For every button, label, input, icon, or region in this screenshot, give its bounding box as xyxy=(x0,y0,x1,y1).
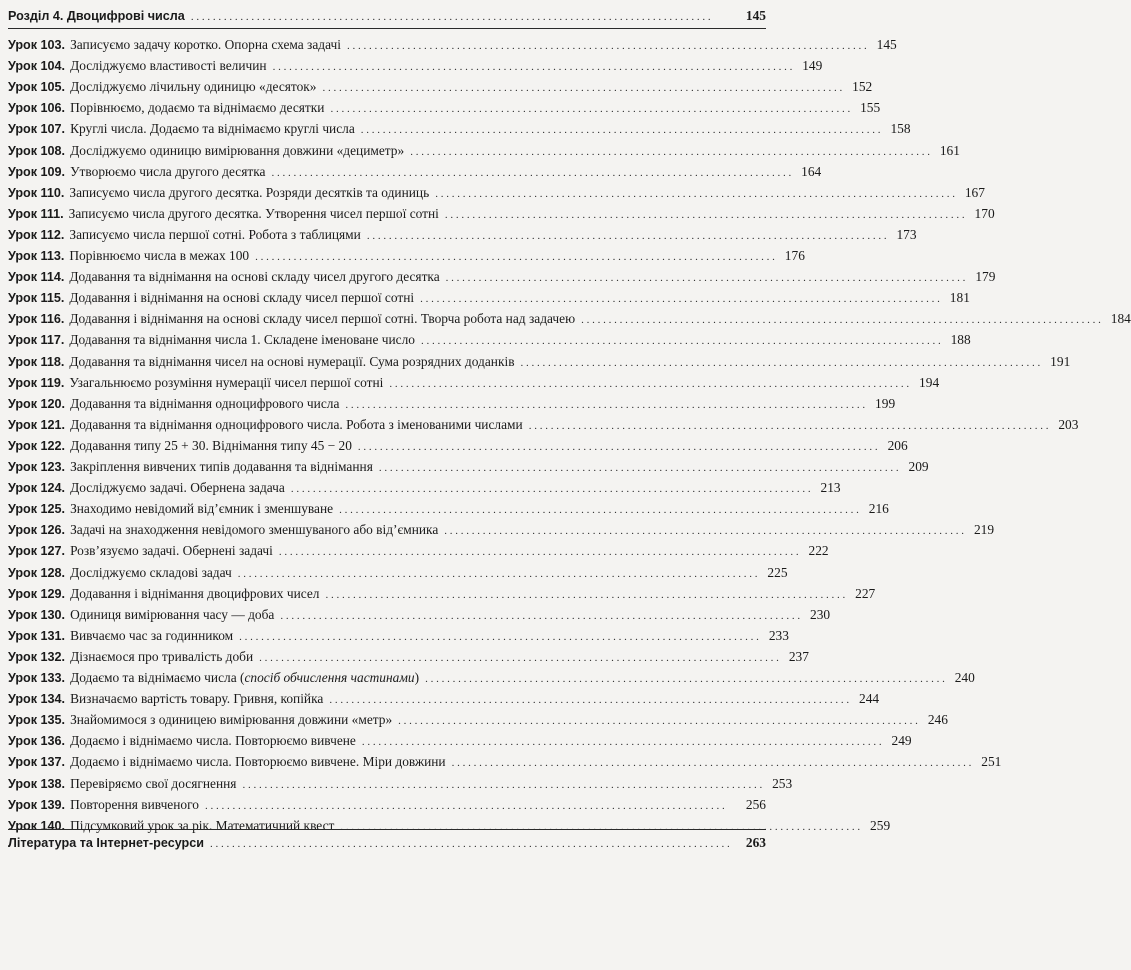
lesson-title: Додаємо і віднімаємо числа. Повторюємо вивчене. Міри довжини xyxy=(70,754,446,770)
lesson-number: Урок 123. xyxy=(8,460,66,474)
lesson-row xyxy=(8,225,917,245)
lesson-row xyxy=(8,246,805,266)
lesson-page-number: 188 xyxy=(950,332,971,348)
lesson-page-number: 176 xyxy=(784,248,805,263)
lesson-row xyxy=(8,774,793,794)
dot-leader xyxy=(420,289,940,309)
lesson-page-number: 149 xyxy=(802,58,823,74)
lesson-number: Урок 125. xyxy=(8,502,66,517)
lesson-number: Урок 105. xyxy=(8,80,66,95)
lesson-title: Записуємо задачу коротко. Опорна схема задачі xyxy=(70,37,341,52)
lesson-number: Урок 117. xyxy=(8,333,65,348)
lesson-number: Урок 108. xyxy=(8,143,66,158)
lesson-page-number: 179 xyxy=(975,269,996,285)
lesson-number: Урок 103. xyxy=(8,38,66,52)
lesson-row xyxy=(8,795,766,815)
dot-leader xyxy=(410,142,930,162)
lesson-page-number: 184 xyxy=(1110,311,1131,327)
dot-leader xyxy=(280,606,800,626)
lesson-row xyxy=(8,352,1071,372)
lesson-row xyxy=(8,457,929,477)
lesson-row xyxy=(8,731,912,751)
lesson-title-italic: спосіб обчислення частинами xyxy=(244,670,415,685)
lesson-title: Узагальнюємо розуміння нумерації чисел першої сотні xyxy=(69,374,384,390)
section-header-row xyxy=(8,6,766,26)
lesson-row xyxy=(8,288,970,308)
dot-leader xyxy=(425,669,945,689)
lesson-title: Додавання і віднімання на основі складу чисел першої сотні xyxy=(69,290,415,306)
lesson-page-number: 181 xyxy=(949,290,970,306)
lesson-row xyxy=(8,373,940,393)
dot-leader xyxy=(255,247,775,267)
lesson-number: Урок 131. xyxy=(8,628,66,643)
lesson-title: Розв’язуємо задачі. Обернені задачі xyxy=(70,543,273,559)
dot-leader xyxy=(421,331,941,351)
lesson-row xyxy=(8,141,960,161)
lesson-page-number: 194 xyxy=(919,374,940,390)
lesson-page-number: 253 xyxy=(772,775,793,791)
lesson-number: Урок 118. xyxy=(8,354,65,369)
dot-leader xyxy=(444,521,964,541)
lesson-title: Додавання типу 25 + 30. Віднімання типу 45 − 20 xyxy=(70,437,352,453)
lesson-title: Додавання і віднімання на основі складу чисел першої сотні. Творча робота над задачею xyxy=(69,311,576,327)
lesson-page-number: 206 xyxy=(887,437,908,453)
lesson-page-number: 225 xyxy=(767,564,788,580)
lesson-title: Досліджуємо складові задач xyxy=(70,564,232,580)
lesson-page-number: 152 xyxy=(852,79,873,95)
lesson-title: Додавання та віднімання на основі складу чисел другого десятка xyxy=(69,269,440,285)
lesson-page-number: 233 xyxy=(768,627,789,643)
lesson-title: Досліджуємо задачі. Обернена задача xyxy=(70,480,285,496)
lesson-title: Круглі числа. Додаємо та віднімаємо круглі числа xyxy=(70,121,355,137)
lesson-number: Урок 112. xyxy=(8,227,65,242)
divider-bottom xyxy=(8,829,766,830)
lesson-title: Досліджуємо лічильну одиницю «десяток» xyxy=(70,79,317,95)
dot-leader xyxy=(446,268,966,288)
lesson-title: Додавання та віднімання одноцифрового числа xyxy=(70,395,340,411)
lesson-title: Знаходимо невідомий від’ємник і зменшуване xyxy=(70,501,334,517)
dot-leader xyxy=(273,57,793,77)
lesson-page-number: 167 xyxy=(964,184,985,200)
lesson-page-number: 230 xyxy=(810,606,831,622)
lesson-number: Урок 132. xyxy=(8,649,66,664)
dot-leader xyxy=(329,690,849,710)
lesson-title: Утворюємо числа другого десятка xyxy=(70,163,266,179)
lesson-number: Урок 113. xyxy=(8,249,65,263)
dot-leader xyxy=(347,36,867,56)
references-page-number: 263 xyxy=(745,835,766,850)
lesson-row xyxy=(8,436,908,456)
dot-leader xyxy=(210,834,736,854)
lesson-number: Урок 115. xyxy=(8,291,65,306)
lesson-page-number: 213 xyxy=(820,480,841,496)
dot-leader xyxy=(452,753,972,773)
dot-leader xyxy=(325,585,845,605)
dot-leader xyxy=(529,416,1049,436)
dot-leader xyxy=(521,353,1041,373)
lesson-row xyxy=(8,183,985,203)
lesson-title: Перевіряємо свої досягнення xyxy=(70,775,237,791)
lesson-number: Урок 130. xyxy=(8,607,66,622)
lesson-title: Додавання та віднімання чисел на основі нумерації. Сума розрядних доданків xyxy=(69,353,515,369)
lesson-number: Урок 114. xyxy=(8,270,65,285)
lesson-title: Знайомимося з одиницею вимірювання довжини «метр» xyxy=(70,712,393,728)
lesson-page-number: 199 xyxy=(875,395,896,411)
lesson-page-number: 158 xyxy=(890,121,911,137)
section-title: Розділ 4. Двоцифрові числа xyxy=(8,9,185,23)
lesson-row xyxy=(8,605,831,625)
lesson-page-number: 246 xyxy=(927,712,948,728)
lesson-row xyxy=(8,520,995,540)
lesson-title: Вивчаємо час за годинником xyxy=(70,627,234,643)
lesson-page-number: 145 xyxy=(876,37,897,52)
lesson-number: Урок 139. xyxy=(8,797,66,812)
lesson-row xyxy=(8,499,889,519)
dot-leader xyxy=(330,99,850,119)
lesson-page-number: 191 xyxy=(1050,353,1071,369)
lesson-number: Урок 110. xyxy=(8,185,65,200)
lesson-number: Урок 119. xyxy=(8,375,65,390)
lesson-title-part: Додаємо та віднімаємо числа ( xyxy=(70,670,245,685)
lesson-row xyxy=(8,119,911,139)
lesson-row xyxy=(8,478,841,498)
lesson-page-number: 219 xyxy=(973,522,995,538)
lesson-page-number: 164 xyxy=(801,163,822,179)
dot-leader xyxy=(362,732,882,752)
references-title: Література та Інтернет-ресурси xyxy=(8,836,204,850)
lesson-number: Урок 127. xyxy=(8,544,66,559)
dot-leader xyxy=(379,458,899,478)
lesson-title: Закріплення вивчених типів додавання та віднімання xyxy=(70,459,373,474)
lesson-row xyxy=(8,98,881,118)
lesson-title: Додавання та віднімання одноцифрового числа. Робота з іменованими числами xyxy=(70,416,523,432)
lesson-page-number: 203 xyxy=(1058,416,1079,432)
lesson-page-number: 155 xyxy=(860,100,881,116)
lesson-number: Урок 122. xyxy=(8,438,66,453)
lesson-title-end: ) xyxy=(414,670,420,685)
lesson-number: Урок 120. xyxy=(8,396,66,411)
lesson-title: Порівнюємо, додаємо та віднімаємо десятки xyxy=(70,100,325,116)
lesson-row xyxy=(8,584,876,604)
lesson-title: Досліджуємо властивості величин xyxy=(70,58,267,74)
lesson-row xyxy=(8,752,1002,772)
dot-leader xyxy=(445,205,965,225)
lesson-number: Урок 107. xyxy=(8,122,66,137)
lesson-number: Урок 129. xyxy=(8,586,66,601)
lesson-page-number: 170 xyxy=(974,205,995,221)
lesson-title: Дізнаємося про тривалість доби xyxy=(70,648,254,664)
lesson-row xyxy=(8,162,822,182)
lesson-number: Урок 136. xyxy=(8,734,66,749)
lesson-title: Порівнюємо числа в межах 100 xyxy=(69,248,250,263)
lesson-number: Урок 134. xyxy=(8,692,66,707)
dot-leader xyxy=(389,374,909,394)
lesson-page-number: 161 xyxy=(939,142,960,158)
lesson-number: Урок 121. xyxy=(8,417,66,432)
lesson-row xyxy=(8,267,996,287)
lesson-row xyxy=(8,204,995,224)
lesson-page-number: 244 xyxy=(859,691,880,707)
lesson-row xyxy=(8,35,897,55)
lesson-page-number: 209 xyxy=(908,459,929,474)
lesson-number: Урок 133. xyxy=(8,671,66,685)
lesson-page-number: 256 xyxy=(745,796,766,812)
lesson-number: Урок 135. xyxy=(8,713,66,728)
dot-leader xyxy=(339,500,859,520)
lesson-row xyxy=(8,668,975,688)
dot-leader xyxy=(279,542,799,562)
lesson-number: Урок 116. xyxy=(8,312,65,327)
lesson-number: Урок 109. xyxy=(8,164,66,179)
lesson-row xyxy=(8,330,971,350)
lesson-title: Підсумковий урок за рік. Математичний квест xyxy=(70,817,335,833)
dot-leader xyxy=(291,479,811,499)
lesson-page-number: 251 xyxy=(981,754,1002,770)
lesson-row xyxy=(8,77,873,97)
lesson-page-number: 216 xyxy=(868,501,889,517)
lesson-title: Записуємо числа другого десятка. Розряди десятків та одиниць xyxy=(69,184,430,200)
lesson-row xyxy=(8,647,809,667)
dot-leader xyxy=(435,184,955,204)
section-page-number: 145 xyxy=(745,8,766,23)
lesson-title: Повторення вивченого xyxy=(70,796,199,812)
dot-leader xyxy=(242,775,762,795)
lesson-number: Урок 128. xyxy=(8,565,66,580)
dot-leader xyxy=(398,711,918,731)
lesson-page-number: 222 xyxy=(808,543,829,559)
dot-leader xyxy=(271,163,791,183)
lesson-title: Визначаємо вартість товару. Гривня, копійка xyxy=(70,691,324,707)
dot-leader xyxy=(205,796,736,816)
lesson-number: Урок 111. xyxy=(8,206,64,221)
dot-leader xyxy=(361,120,881,140)
lesson-number: Урок 140. xyxy=(8,818,66,833)
references-row xyxy=(8,833,766,853)
lesson-title xyxy=(70,668,419,688)
lesson-row xyxy=(8,689,880,709)
lesson-row xyxy=(8,394,896,414)
lesson-page-number: 259 xyxy=(870,817,891,833)
lesson-title: Записуємо числа другого десятка. Утворення чисел першої сотні xyxy=(68,205,439,221)
lesson-row xyxy=(8,710,948,730)
lesson-row xyxy=(8,415,1079,435)
dot-leader xyxy=(259,648,779,668)
dot-leader xyxy=(191,7,736,27)
lesson-row xyxy=(8,56,823,76)
lesson-page-number: 237 xyxy=(788,648,809,664)
dot-leader xyxy=(238,564,758,584)
lesson-number: Урок 106. xyxy=(8,101,66,116)
dot-leader xyxy=(358,437,878,457)
lesson-row xyxy=(8,563,788,583)
lesson-number: Урок 126. xyxy=(8,523,66,538)
lesson-title: Записуємо числа першої сотні. Робота з таблицями xyxy=(69,226,361,242)
lesson-title: Додаємо і віднімаємо числа. Повторюємо вивчене xyxy=(70,733,356,749)
dot-leader xyxy=(239,627,759,647)
lesson-title: Задачі на знаходження невідомого зменшуваного або від’ємника xyxy=(70,522,439,538)
lesson-page-number: 173 xyxy=(896,226,917,242)
lesson-page-number: 240 xyxy=(954,670,975,685)
lesson-row xyxy=(8,626,789,646)
lesson-row xyxy=(8,309,1131,329)
lesson-title: Додавання і віднімання двоцифрових чисел xyxy=(70,585,320,601)
dot-leader xyxy=(345,395,865,415)
lesson-page-number: 249 xyxy=(891,733,912,749)
dot-leader xyxy=(367,226,887,246)
lesson-number: Урок 137. xyxy=(8,755,66,770)
lesson-row xyxy=(8,541,829,561)
lesson-title: Одиниця вимірювання часу — доба xyxy=(70,606,275,622)
lesson-number: Урок 124. xyxy=(8,481,66,496)
divider-top xyxy=(8,28,766,29)
lesson-page-number: 227 xyxy=(855,585,876,601)
lesson-title: Досліджуємо одиницю вимірювання довжини «дециметр» xyxy=(70,142,405,158)
lesson-number: Урок 104. xyxy=(8,59,66,74)
lesson-title: Додавання та віднімання числа 1. Складене іменоване число xyxy=(69,332,415,348)
dot-leader xyxy=(581,310,1101,330)
lesson-number: Урок 138. xyxy=(8,776,66,791)
dot-leader xyxy=(323,78,843,98)
